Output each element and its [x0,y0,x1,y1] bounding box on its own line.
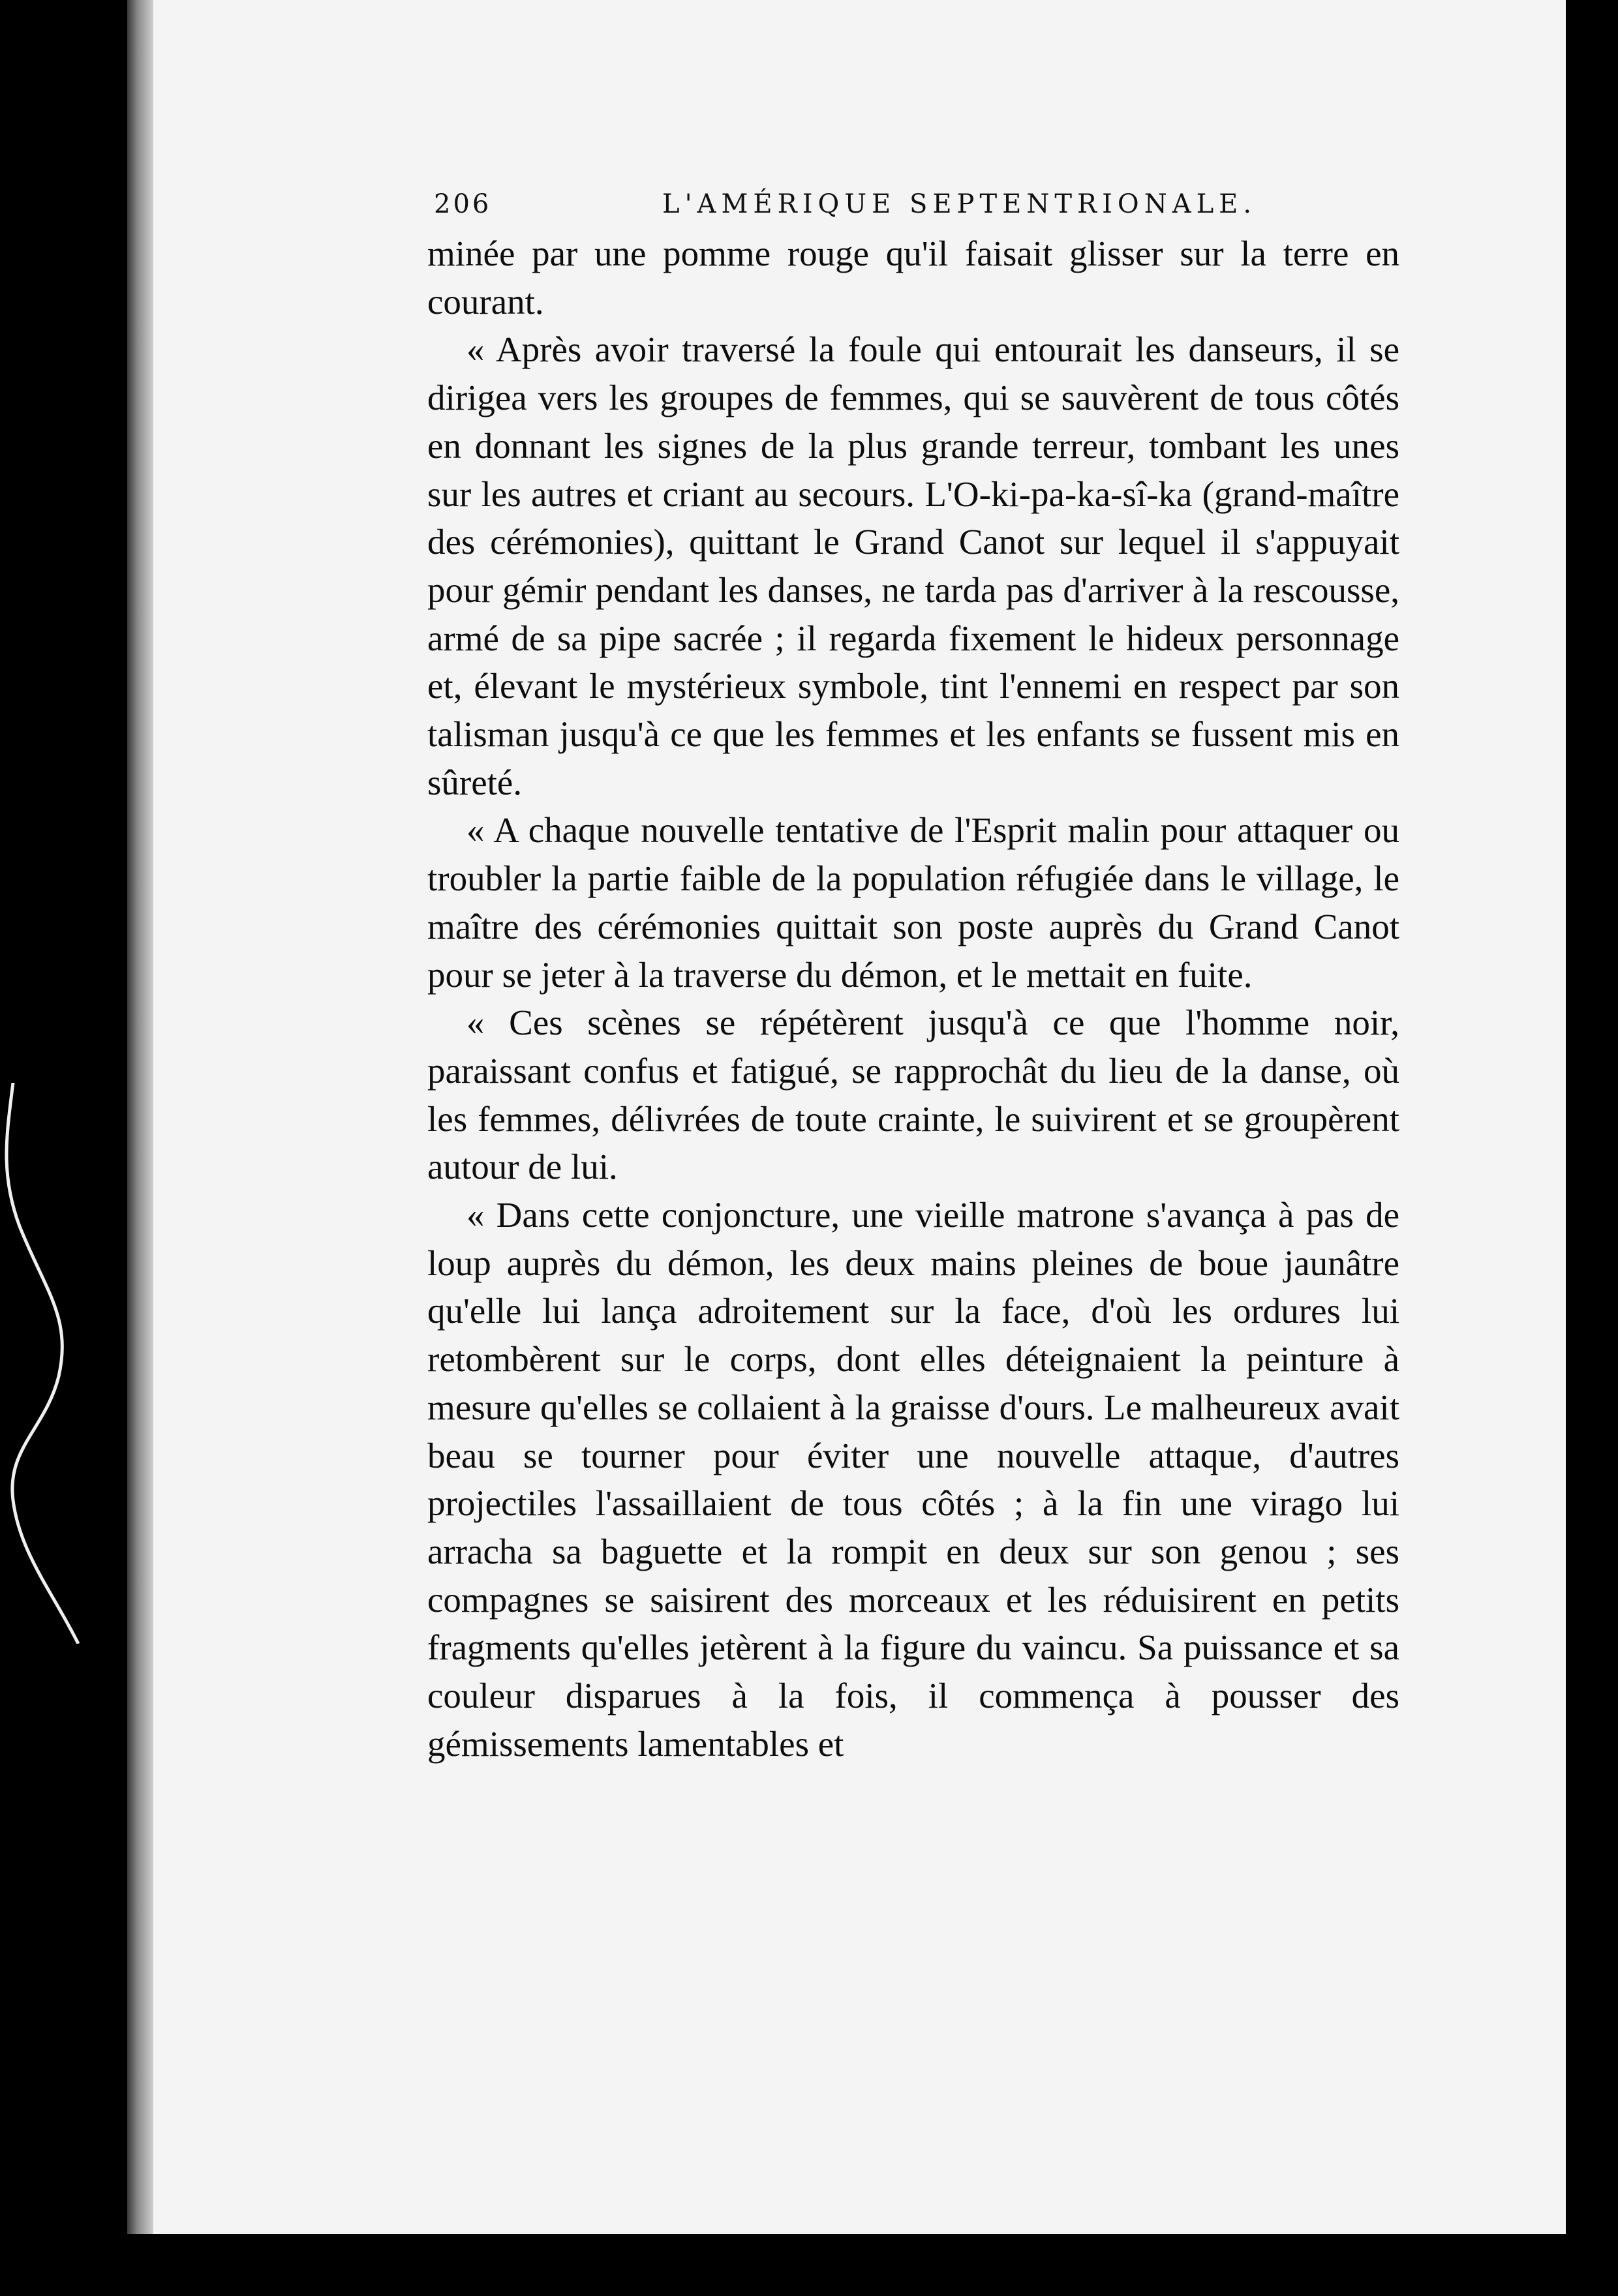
paragraph: « Ces scènes se répétèrent jusqu'à ce que l'homme noir, paraissant confus et fatigué, se rapprochât du lieu de la danse, où les femmes, délivrées de toute crainte, le suivirent et se groupèrent autour de lui. [427,1003,1399,1187]
running-head [434,189,1439,228]
paragraph: « A chaque nouvelle tentative de l'Esprit malin pour attaquer ou troubler la partie faible de la population réfugiée dans le village, le maître des cérémonies quittait son poste auprès du Grand Canot pour se jeter à la traverse du démon, et le mettait en fuite. [427,810,1399,995]
paragraph: minée par une pomme rouge qu'il faisait glisser sur la terre en courant. [427,234,1399,322]
page-curl-mark [0,1083,85,1644]
paragraph: « Dans cette conjoncture, une vieille matrone s'avança à pas de loup auprès du démon, les deux mains pleines de boue jaunâtre qu'elle lui lança adroitement sur la face, d'où les ordures lui retombèrent sur le corps, dont elles déteignaient la peinture à mesure qu'elles se collaient à la graisse d'ours. Le malheureux avait beau se tourner pour éviter une nouvelle attaque, d'autres projectiles l'assaillaient de tous côtés ; à la fin une virago lui arracha sa baguette et la rompit en deux sur son genou ; ses compagnes se saisirent des morceaux et les réduisirent en petits fragments qu'elles jetèrent à la figure du vaincu. Sa puissance et sa couleur disparues à la fois, il commença à pousser des gémissements lamentables et [427,1195,1399,1764]
running-title: L'AMÉRIQUE SEPTENTRIONALE. [662,189,1257,219]
scan-border-bottom [0,2234,1618,2296]
body-text [427,230,1399,1768]
scan-border-right [1566,0,1618,2296]
page-number: 206 [434,189,492,219]
paragraph: « Après avoir traversé la foule qui entourait les danseurs, il se dirigea vers les groupes de femmes, qui se sauvèrent de tous côtés en donnant les signes de la plus grande terreur, tombant les unes sur les autres et criant au secours. L'O-ki-pa-ka-sî-ka (grand-maître des cérémonies), quittant le Grand Canot sur lequel il s'appuyait pour gémir pendant les danses, ne tarda pas d'arriver à la rescousse, armé de sa pipe sacrée ; il regarda fixement le hideux personnage et, élevant le mystérieux symbole, tint l'ennemi en respect par son talisman jusqu'à ce que les femmes et les enfants se fussent mis en sûreté. [427,329,1399,802]
book-gutter-shadow [127,0,153,2296]
